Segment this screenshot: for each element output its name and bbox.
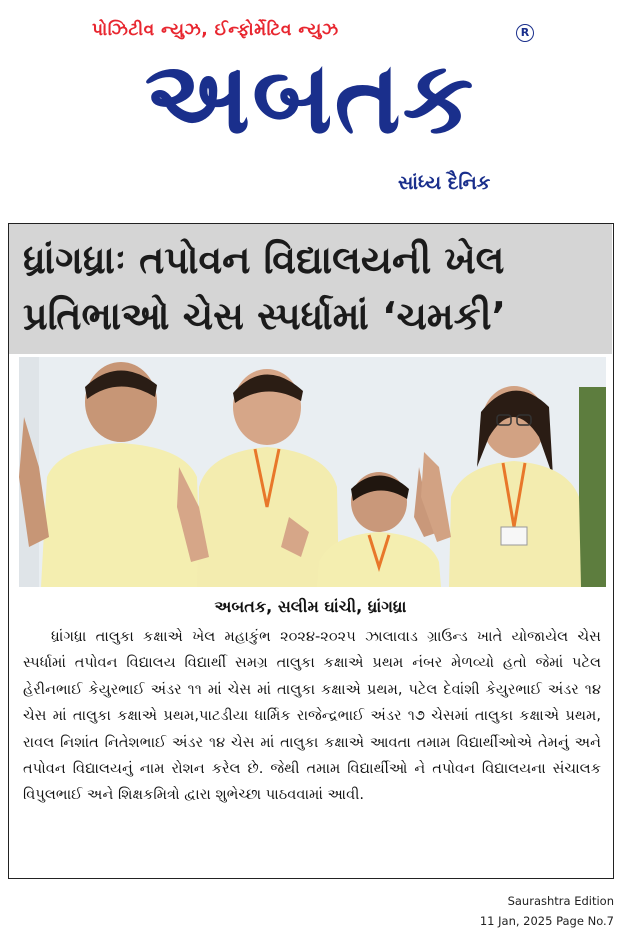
article-box <box>8 223 614 879</box>
edition-label: Saurashtra Edition <box>507 894 614 908</box>
article-body: ધ્રાંગધ્રા તાલુકા કક્ષાએ ખેલ મહાકુંભ ૨૦૨૪-૨૦૨૫ ઝાલાવાડ ગ્રાઉન્ડ ખાતે યોજાયેલ ચેસ સ્પર્ધામાં તપોવન વિદ્યાલય વિદ્યાર્થી સમગ્ર તાલુકા કક્ષાએ પ્રથમ નંબર મેળવ્યો હતો જેમાં પટેલ હેરીનભાઈ કેયુરભાઈ અંડર ૧૧ માં ચેસ માં તાલુકા કક્ષાએ પ્રથમ, પટેલ દેવાંશી કેયુરભાઈ અંડર ૧૪ ચેસ માં તાલુકા કક્ષાએ પ્રથમ,પાટડીયા ધાર્મિક રાજેન્દ્રભાઈ અંડર ૧૭ ચેસમાં તાલુકા કક્ષાએ પ્રથમ, રાવલ નિશાંત નિતેશભાઈ અંડર ૧૪ ચેસ માં તાલુકા કક્ષાએ આવતા તમામ વિદ્યાર્થીઓએ તેમનું અને તપોવન વિદ્યાલયનું નામ રોશન કરેલ છે. જેથી તમામ વિદ્યાર્થીઓ ને તપોવન વિદ્યાલયના સંચાલક વિપુલભાઈ અને શિક્ષકમિત્રો દ્વારા શુભેચ્છા પાઠવવામાં આવી. <box>23 628 601 804</box>
newspaper-logo: અબતક <box>144 39 476 156</box>
tagline: પોઝિટીવ ન્યુઝ, ઈન્ફોર્મેટિવ ન્યુઝ <box>92 20 339 40</box>
article-photo <box>19 357 606 587</box>
masthead-subtitle: સાંધ્ય દૈનિક <box>398 172 491 194</box>
date-page-label: 11 Jan, 2025 Page No.7 <box>479 914 614 928</box>
article-byline: અબતક, સલીમ ઘાંચી, ધ્રાંગધ્રા <box>214 597 407 616</box>
edition-footer <box>480 891 614 931</box>
headline-line-2: પ્રતિભાઓ ચેસ સ્પર્ધામાં ‘ચમકી’ <box>23 294 506 338</box>
students-photo-illustration <box>19 357 606 587</box>
registered-trademark-icon: R <box>516 24 534 42</box>
headline-line-1: ધ્રાંગધ્રાઃ તપોવન વિદ્યાલયની ખેલ <box>23 238 505 282</box>
masthead <box>0 0 622 215</box>
headline-banner <box>9 224 612 354</box>
